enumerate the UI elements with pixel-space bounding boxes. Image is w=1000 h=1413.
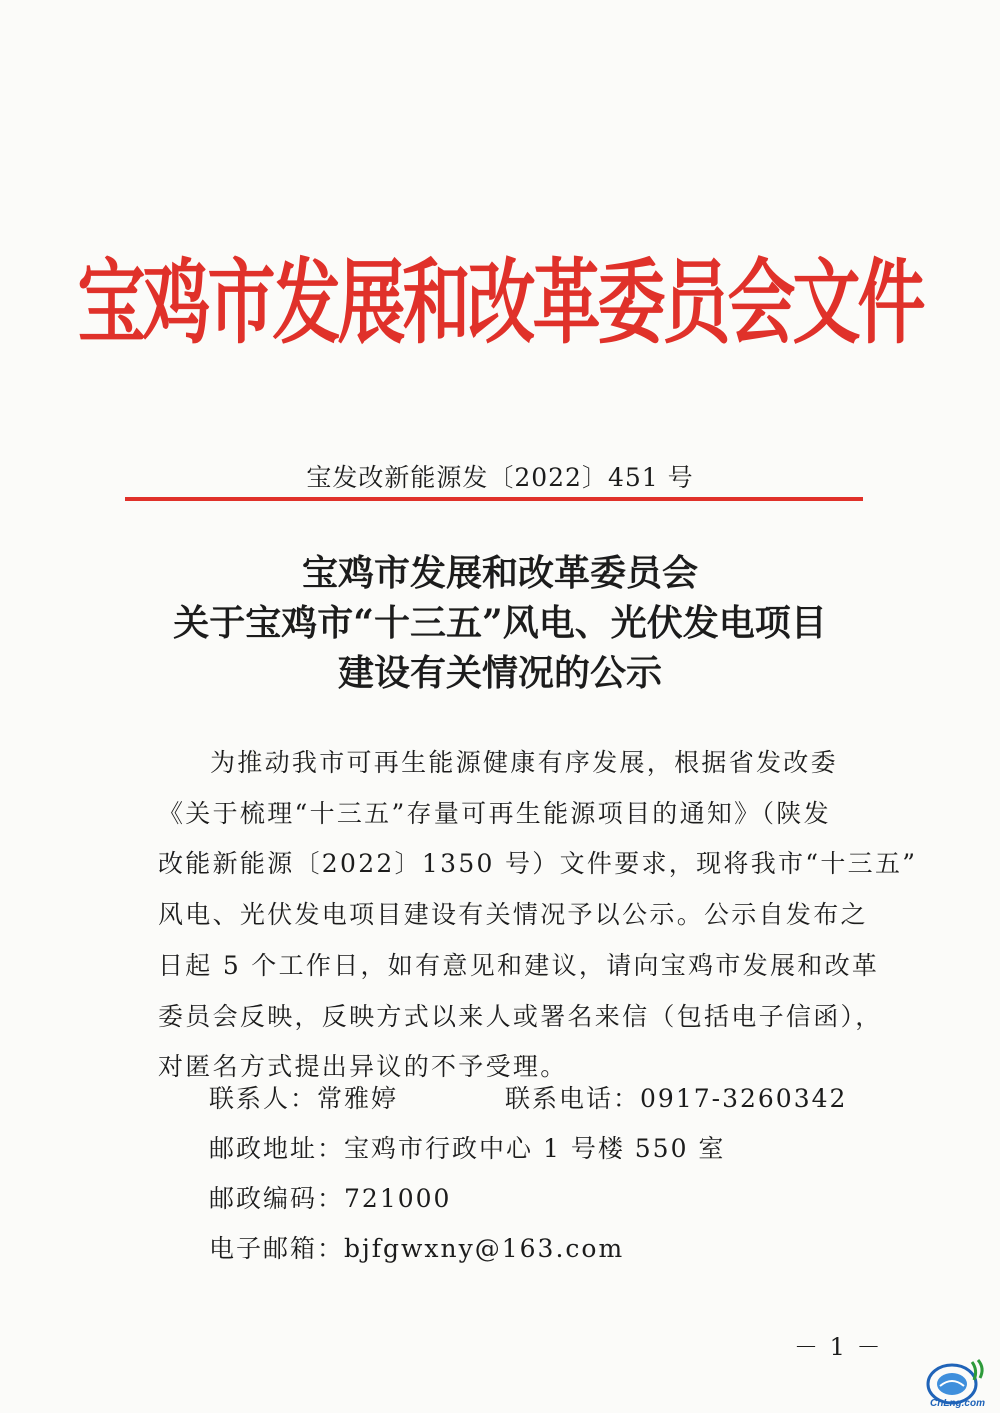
postcode-label: 邮政编码： xyxy=(209,1184,345,1213)
email-label: 电子邮箱： xyxy=(209,1234,345,1263)
postal-address-row xyxy=(209,1124,725,1174)
body-line: 对匿名方式提出异议的不予受理。 xyxy=(158,1052,568,1082)
contact-info xyxy=(209,1074,848,1274)
issuing-authority-header: 宝鸡市发展和改革委员会文件 xyxy=(77,251,923,358)
contact-person-label: 联系人： xyxy=(209,1084,318,1113)
contact-phone: 0917-3260342 xyxy=(640,1084,848,1113)
watermark-text: CnLng.com xyxy=(930,1398,985,1408)
body-line: 为推动我市可再生能源健康有序发展，根据省发改委 xyxy=(210,748,838,777)
watermark-logo xyxy=(922,1356,992,1408)
body-line: 风电、光伏发电项目建设有关情况予以公示。公示自发布之 xyxy=(158,900,868,930)
postal-address: 宝鸡市行政中心 1 号楼 550 室 xyxy=(344,1134,726,1163)
notice-title-line-3: 建设有关情况的公示 xyxy=(337,652,662,694)
document-number: 宝发改新能源发〔2022〕451 号 xyxy=(306,463,694,492)
postal-address-label: 邮政地址： xyxy=(209,1134,345,1163)
notice-title xyxy=(0,548,1000,698)
postcode: 721000 xyxy=(344,1184,452,1213)
contact-person-row xyxy=(209,1074,848,1124)
contact-person: 常雅婷 xyxy=(317,1084,399,1113)
body-line: 《关于梳理“十三五”存量可再生能源项目的通知》（陕发 xyxy=(158,798,831,828)
body-line: 委员会反映，反映方式以来人或署名来信（包括电子信函）， xyxy=(158,1001,883,1031)
notice-title-line-1: 宝鸡市发展和改革委员会 xyxy=(301,552,698,594)
contact-phone-group xyxy=(505,1074,847,1124)
body-line: 日起 5 个工作日，如有意见和建议，请向宝鸡市发展和改革 xyxy=(158,950,880,980)
body-line: 改能新能源〔2022〕1350 号）文件要求，现将我市“十三五” xyxy=(158,849,918,879)
email-row xyxy=(209,1224,725,1274)
contact-phone-label: 联系电话： xyxy=(505,1084,641,1113)
red-divider-line xyxy=(125,497,863,501)
notice-title-line-2: 关于宝鸡市“十三五”风电、光伏发电项目 xyxy=(173,602,827,644)
notice-body xyxy=(158,738,918,1093)
email-address[interactable]: bjfgwxny@163.com xyxy=(344,1234,625,1263)
postcode-row xyxy=(209,1174,725,1224)
watermark-logo-icon xyxy=(922,1356,992,1408)
page-number: － 1 － xyxy=(794,1333,883,1361)
